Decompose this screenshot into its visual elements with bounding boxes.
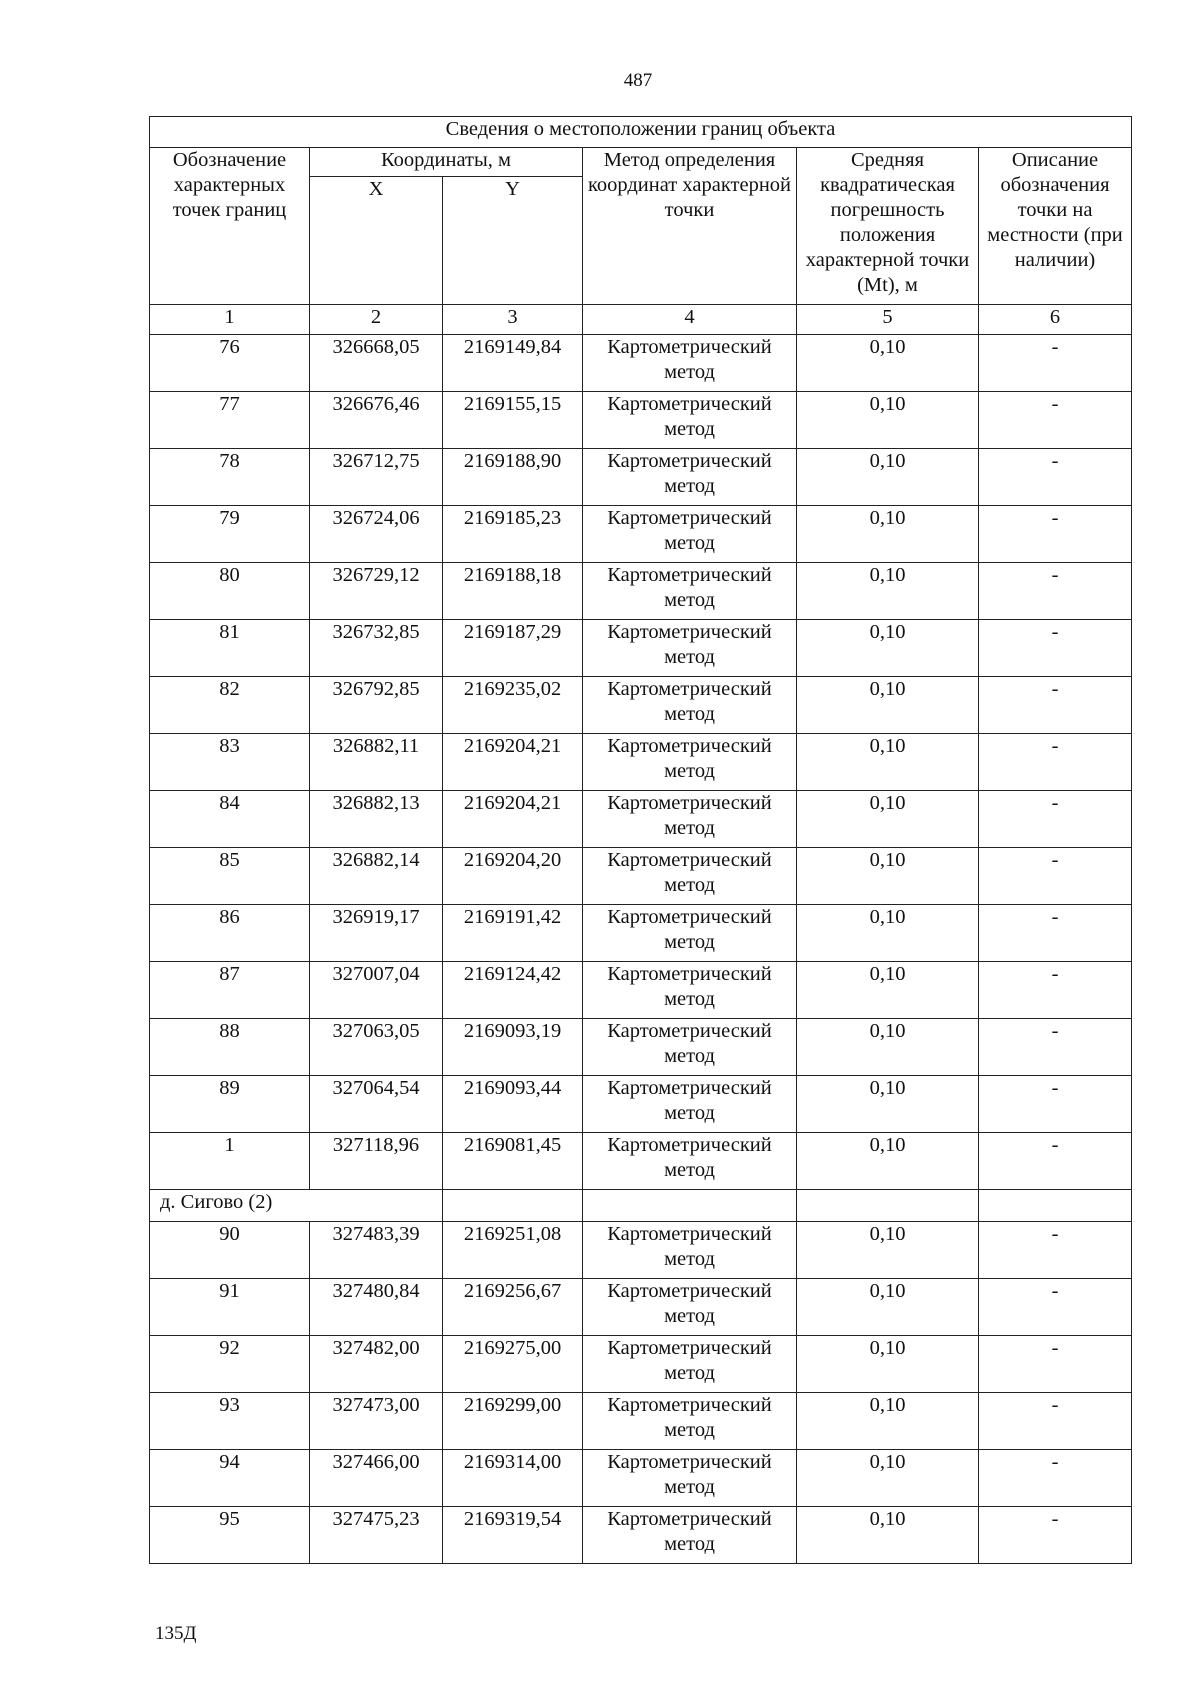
- cell-error: 0,10: [797, 1279, 979, 1336]
- cell-point: 78: [150, 449, 310, 506]
- cell-error: 0,10: [797, 677, 979, 734]
- cell-method: Картометрический метод: [583, 905, 797, 962]
- cell-method: Картометрический метод: [583, 392, 797, 449]
- table-row: [150, 1450, 1132, 1507]
- header-mean-square-error: Средняя квадратическая погрешность положения характерной точки (Mt), м: [797, 148, 979, 305]
- cell-description: -: [979, 620, 1132, 677]
- table-row: [150, 1019, 1132, 1076]
- cell-error: 0,10: [797, 620, 979, 677]
- cell-description: -: [979, 1336, 1132, 1393]
- table-row: [150, 1133, 1132, 1190]
- table-row: [150, 734, 1132, 791]
- cell-description: -: [979, 1279, 1132, 1336]
- table-row: [150, 506, 1132, 563]
- cell-method: Картометрический метод: [583, 620, 797, 677]
- cell-point: 86: [150, 905, 310, 962]
- cell-error: 0,10: [797, 506, 979, 563]
- header-description: Описание обозначения точки на местности (при наличии): [979, 148, 1132, 305]
- cell-point: 81: [150, 620, 310, 677]
- cell-y: 2169191,42: [443, 905, 583, 962]
- cell-error: 0,10: [797, 1133, 979, 1190]
- cell-error: 0,10: [797, 1507, 979, 1564]
- header-row: [150, 148, 1132, 177]
- cell-method: Картометрический метод: [583, 677, 797, 734]
- cell-error: 0,10: [797, 392, 979, 449]
- cell-y: 2169081,45: [443, 1133, 583, 1190]
- cell-y: 2169275,00: [443, 1336, 583, 1393]
- cell-point: 94: [150, 1450, 310, 1507]
- header-method: Метод определения координат характерной точки: [583, 148, 797, 305]
- header-x: X: [310, 177, 443, 305]
- cell-y: 2169188,90: [443, 449, 583, 506]
- table-row: [150, 392, 1132, 449]
- cell-description: -: [979, 1222, 1132, 1279]
- cell-error: 0,10: [797, 1019, 979, 1076]
- cell-x: 327483,39: [310, 1222, 443, 1279]
- cell-error: 0,10: [797, 1076, 979, 1133]
- table-row: [150, 962, 1132, 1019]
- cell-method: Картометрический метод: [583, 791, 797, 848]
- cell-x: 326724,06: [310, 506, 443, 563]
- cell-error: 0,10: [797, 1393, 979, 1450]
- table-row: [150, 1222, 1132, 1279]
- cell-point: 95: [150, 1507, 310, 1564]
- cell-y: 2169256,67: [443, 1279, 583, 1336]
- cell-method: Картометрический метод: [583, 563, 797, 620]
- cell-error: 0,10: [797, 563, 979, 620]
- table-row: [150, 1336, 1132, 1393]
- cell-x: 326732,85: [310, 620, 443, 677]
- column-number: 6: [979, 305, 1132, 335]
- cell-error: 0,10: [797, 1450, 979, 1507]
- cell-y: 2169299,00: [443, 1393, 583, 1450]
- boundary-coordinates-table: [149, 116, 1132, 1564]
- cell-method: Картометрический метод: [583, 848, 797, 905]
- cell-y: 2169185,23: [443, 506, 583, 563]
- cell-y: 2169155,15: [443, 392, 583, 449]
- cell-x: 327064,54: [310, 1076, 443, 1133]
- cell-y: 2169204,21: [443, 734, 583, 791]
- table-row: [150, 1393, 1132, 1450]
- empty-cell: [797, 1190, 979, 1222]
- table-title: Сведения о местоположении границ объекта: [150, 117, 1132, 148]
- cell-error: 0,10: [797, 791, 979, 848]
- cell-y: 2169319,54: [443, 1507, 583, 1564]
- cell-description: -: [979, 335, 1132, 392]
- cell-y: 2169093,19: [443, 1019, 583, 1076]
- cell-y: 2169093,44: [443, 1076, 583, 1133]
- cell-description: -: [979, 1393, 1132, 1450]
- table-title-row: [150, 117, 1132, 148]
- cell-point: 87: [150, 962, 310, 1019]
- cell-method: Картометрический метод: [583, 1076, 797, 1133]
- cell-x: 326712,75: [310, 449, 443, 506]
- cell-y: 2169124,42: [443, 962, 583, 1019]
- column-number: 5: [797, 305, 979, 335]
- cell-point: 91: [150, 1279, 310, 1336]
- cell-error: 0,10: [797, 449, 979, 506]
- cell-point: 93: [150, 1393, 310, 1450]
- empty-cell: [583, 1190, 797, 1222]
- cell-x: 327480,84: [310, 1279, 443, 1336]
- cell-x: 327482,00: [310, 1336, 443, 1393]
- cell-description: -: [979, 563, 1132, 620]
- empty-cell: [979, 1190, 1132, 1222]
- column-number: 3: [443, 305, 583, 335]
- cell-x: 326668,05: [310, 335, 443, 392]
- cell-description: -: [979, 677, 1132, 734]
- cell-description: -: [979, 1133, 1132, 1190]
- cell-method: Картометрический метод: [583, 1450, 797, 1507]
- cell-point: 1: [150, 1133, 310, 1190]
- cell-error: 0,10: [797, 1222, 979, 1279]
- cell-point: 80: [150, 563, 310, 620]
- table-row: [150, 1507, 1132, 1564]
- cell-method: Картометрический метод: [583, 1336, 797, 1393]
- cell-method: Картометрический метод: [583, 335, 797, 392]
- cell-error: 0,10: [797, 848, 979, 905]
- cell-y: 2169235,02: [443, 677, 583, 734]
- cell-description: -: [979, 449, 1132, 506]
- cell-x: 326676,46: [310, 392, 443, 449]
- table-row: [150, 620, 1132, 677]
- cell-y: 2169204,21: [443, 791, 583, 848]
- cell-point: 84: [150, 791, 310, 848]
- cell-error: 0,10: [797, 1336, 979, 1393]
- cell-error: 0,10: [797, 905, 979, 962]
- cell-description: -: [979, 905, 1132, 962]
- cell-x: 326729,12: [310, 563, 443, 620]
- column-number: 1: [150, 305, 310, 335]
- header-point-designation: Обозначение характерных точек границ: [150, 148, 310, 305]
- cell-error: 0,10: [797, 734, 979, 791]
- cell-point: 82: [150, 677, 310, 734]
- cell-point: 90: [150, 1222, 310, 1279]
- cell-method: Картометрический метод: [583, 962, 797, 1019]
- cell-method: Картометрический метод: [583, 1222, 797, 1279]
- cell-x: 327063,05: [310, 1019, 443, 1076]
- page-number: 487: [623, 70, 653, 91]
- cell-y: 2169187,29: [443, 620, 583, 677]
- cell-method: Картометрический метод: [583, 1133, 797, 1190]
- cell-point: 76: [150, 335, 310, 392]
- cell-point: 79: [150, 506, 310, 563]
- cell-description: -: [979, 1450, 1132, 1507]
- cell-x: 327473,00: [310, 1393, 443, 1450]
- column-number: 4: [583, 305, 797, 335]
- cell-error: 0,10: [797, 335, 979, 392]
- cell-x: 326919,17: [310, 905, 443, 962]
- cell-description: -: [979, 734, 1132, 791]
- cell-y: 2169188,18: [443, 563, 583, 620]
- cell-method: Картометрический метод: [583, 734, 797, 791]
- cell-method: Картометрический метод: [583, 1507, 797, 1564]
- cell-x: 326882,11: [310, 734, 443, 791]
- cell-x: 326792,85: [310, 677, 443, 734]
- cell-y: 2169149,84: [443, 335, 583, 392]
- table-row: [150, 1076, 1132, 1133]
- section-label: д. Сигово (2): [150, 1190, 443, 1222]
- table-row: [150, 905, 1132, 962]
- cell-x: 327466,00: [310, 1450, 443, 1507]
- cell-point: 83: [150, 734, 310, 791]
- header-y: Y: [443, 177, 583, 305]
- cell-description: -: [979, 1507, 1132, 1564]
- cell-y: 2169204,20: [443, 848, 583, 905]
- empty-cell: [443, 1190, 583, 1222]
- cell-y: 2169251,08: [443, 1222, 583, 1279]
- cell-x: 327118,96: [310, 1133, 443, 1190]
- column-number: 2: [310, 305, 443, 335]
- cell-method: Картометрический метод: [583, 1393, 797, 1450]
- cell-description: -: [979, 506, 1132, 563]
- cell-y: 2169314,00: [443, 1450, 583, 1507]
- cell-method: Картометрический метод: [583, 1019, 797, 1076]
- header-coordinates: Координаты, м: [310, 148, 583, 177]
- column-numbers-row: [150, 305, 1132, 335]
- cell-point: 89: [150, 1076, 310, 1133]
- table-row: [150, 449, 1132, 506]
- cell-error: 0,10: [797, 962, 979, 1019]
- table-row: [150, 563, 1132, 620]
- cell-description: -: [979, 848, 1132, 905]
- cell-x: 327007,04: [310, 962, 443, 1019]
- section-row: [150, 1190, 1132, 1222]
- cell-method: Картометрический метод: [583, 506, 797, 563]
- cell-x: 327475,23: [310, 1507, 443, 1564]
- cell-method: Картометрический метод: [583, 1279, 797, 1336]
- cell-point: 77: [150, 392, 310, 449]
- cell-description: -: [979, 962, 1132, 1019]
- footer-code: 135Д: [155, 1623, 197, 1644]
- cell-x: 326882,14: [310, 848, 443, 905]
- cell-method: Картометрический метод: [583, 449, 797, 506]
- cell-description: -: [979, 791, 1132, 848]
- table-row: [150, 791, 1132, 848]
- cell-description: -: [979, 392, 1132, 449]
- cell-point: 88: [150, 1019, 310, 1076]
- table-row: [150, 1279, 1132, 1336]
- cell-point: 92: [150, 1336, 310, 1393]
- table-row: [150, 335, 1132, 392]
- table-row: [150, 848, 1132, 905]
- cell-description: -: [979, 1076, 1132, 1133]
- cell-point: 85: [150, 848, 310, 905]
- cell-x: 326882,13: [310, 791, 443, 848]
- table-row: [150, 677, 1132, 734]
- cell-description: -: [979, 1019, 1132, 1076]
